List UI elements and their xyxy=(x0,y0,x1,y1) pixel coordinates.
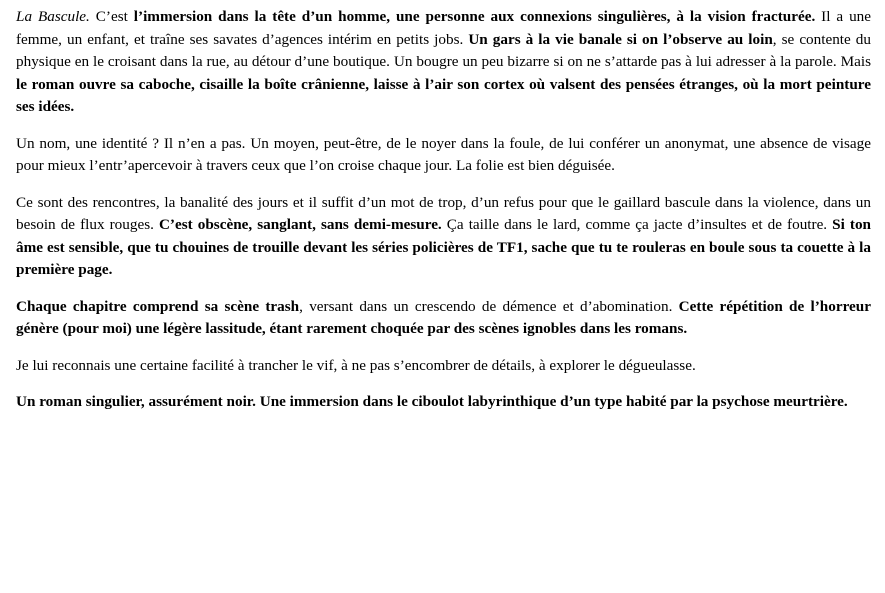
text-run: Un nom, une identité ? Il n’en a pas. Un moyen, peut-être, de le noyer dans la foule, de lui conférer un anonymat, une absence de visage pour mieux l’entr’apercevoir à travers ceux que l’on croise chaque jour. La folie est bien déguisée. xyxy=(16,134,871,174)
text-run: Il a une femme, un enfant, et traîne ses savates d’agences intérim en petits jobs. xyxy=(16,8,871,48)
text-run: C’est xyxy=(89,8,134,25)
text-run: , versant dans un crescendo de démence et d’abomination. xyxy=(299,297,679,315)
paragraph xyxy=(16,296,871,341)
text-run: Chaque chapitre comprend sa scène trash xyxy=(16,297,300,315)
text-run: le roman ouvre sa caboche, cisaille la boîte crânienne, laisse à l’air son cortex où valsent des pensées étranges, où la mort peinture ses idées. xyxy=(16,75,871,115)
text-run: Si ton âme est sensible, que tu chouines de trouille devant les séries policières de TF1, sache que tu te rouleras en boule sous ta couette à la première page. xyxy=(16,216,871,278)
text-run: Un roman singulier, assurément noir. Une immersion dans le ciboulot labyrinthique d’un type habité par la psychose meurtrière. xyxy=(16,393,848,410)
text-run: C’est obscène, sanglant, sans demi-mesure. xyxy=(158,216,442,233)
text-run: Ça taille dans le lard, comme ça jacte d’insultes et de foutre. xyxy=(441,216,833,233)
paragraph xyxy=(16,192,871,282)
text-run: La Bascule. xyxy=(16,8,90,25)
text-run: Cette répétition de l’horreur génère (pour moi) une légère lassitude, étant rarement choquée par des scènes ignobles dans les romans. xyxy=(16,297,871,337)
text-run: l’immersion dans la tête d’un homme, une personne aux connexions singulières, à la vision fracturée. xyxy=(133,8,816,25)
text-run: Je lui reconnais une certaine facilité à trancher le vif, à ne pas s’encombrer de détails, à explorer le dégueulasse. xyxy=(16,356,696,374)
text-run: Ce sont des rencontres, la banalité des jours et il suffit d’un mot de trop, d’un refus pour que le gaillard bascule dans la violence, dans un besoin de flux rouges. xyxy=(16,193,871,233)
text-run: Un gars à la vie banale si on l’observe au loin xyxy=(468,30,773,48)
paragraph xyxy=(16,391,871,414)
paragraph xyxy=(16,133,871,178)
paragraph xyxy=(16,355,871,378)
paragraph xyxy=(16,6,871,119)
text-run: , se contente du physique en le croisant dans la rue, au détour d’une boutique. Un bougre un peu bizarre si on ne s’attarde pas à lui adresser à la parole. Mais xyxy=(16,30,871,70)
